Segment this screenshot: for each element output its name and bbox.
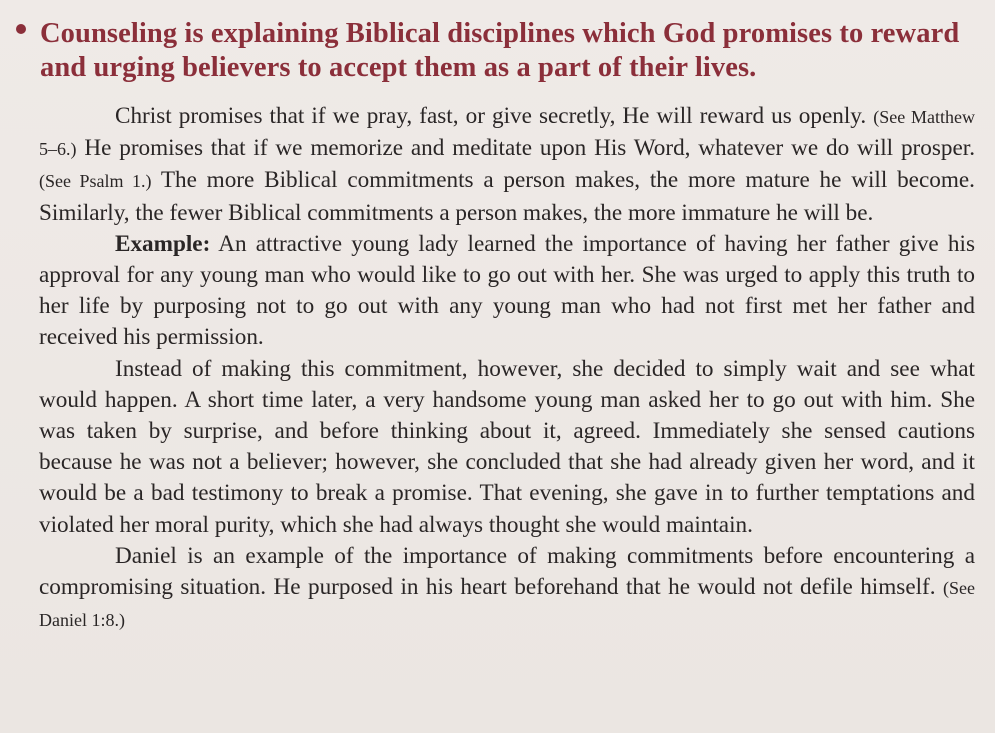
paragraph-commitment <box>39 354 975 541</box>
section-heading <box>16 17 981 85</box>
paragraph-promises-text-3: The more Biblical commitments a person makes, the more mature he will become. Similarly, the fewer Biblical commitments a person makes, the more immature he will be. <box>39 167 975 226</box>
paragraph-example-text: An attractive young lady learned the importance of having her father give his approval for any young man who would like to go out with her. She was urged to apply this truth to her life by purposing not to go out with any young man who had not first met her father and received his permission. <box>39 230 975 351</box>
bullet-icon <box>16 24 26 34</box>
paragraph-commitment-text: Instead of making this commitment, however, she decided to simply wait and see what would happen. A short time later, a very handsome young man asked her to go out with him. She was taken by surprise, and before thinking about it, agreed. Immediately she sensed cautions because he was not a believer; however, she concluded that she had already given her word, and it would be a bad testimony to break a promise. That evening, she gave in to further temptations and violated her moral purity, which she had always thought she would maintain. <box>39 355 975 538</box>
paragraph-promises-text-1: Christ promises that if we pray, fast, or give secretly, He will reward us openly. <box>115 103 867 129</box>
paragraph-example <box>39 229 975 354</box>
paragraph-daniel <box>39 541 975 637</box>
scripture-reference-daniel: (See Daniel 1:8.) <box>39 578 976 631</box>
heading-text: Counseling is explaining Biblical disciplines which God promises to reward and urging believers to accept them as a part of their lives. <box>40 18 960 83</box>
paragraph-promises-text-2: He promises that if we memorize and meditate upon His Word, whatever we do will prosper. <box>84 135 976 162</box>
paragraph-daniel-text: Daniel is an example of the importance of making commitments before encountering a compromising situation. He purposed in his heart beforehand that he would not defile himself. <box>39 542 975 601</box>
scripture-reference-matthew: (See Matthew 5–6.) <box>39 107 976 160</box>
paragraph-promises <box>39 101 975 229</box>
body-text <box>39 101 975 636</box>
scripture-reference-psalm: (See Psalm 1.) <box>39 171 152 192</box>
example-label: Example: <box>115 230 211 257</box>
